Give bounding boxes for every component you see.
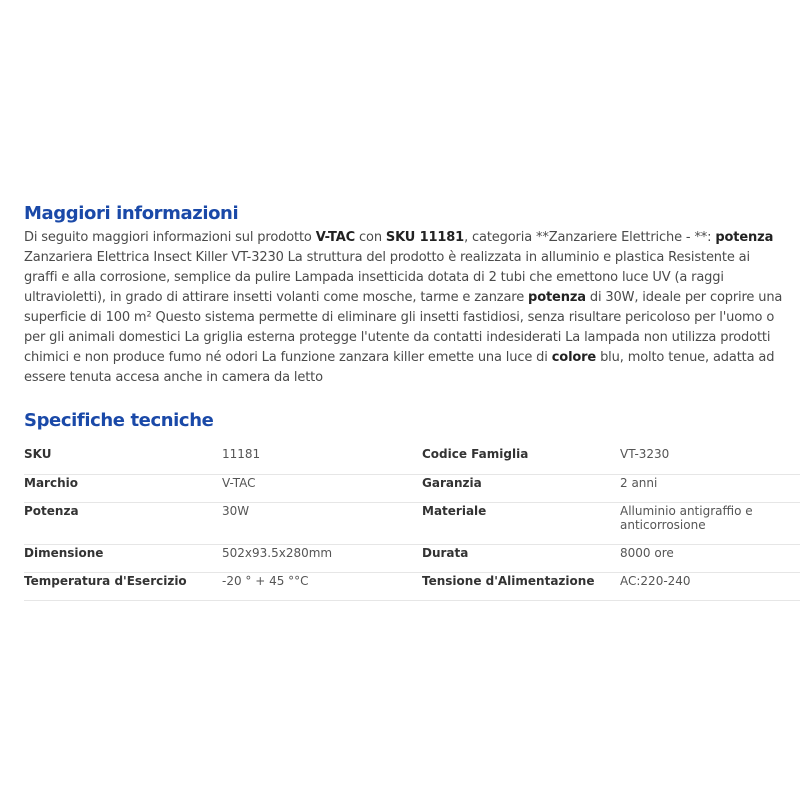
spec-label: Potenza: [24, 503, 222, 545]
spec-value: 11181: [222, 446, 422, 475]
spec-label: Materiale: [422, 503, 620, 545]
spec-value: 2 anni: [620, 475, 800, 503]
more-info-section: [24, 203, 784, 388]
description-text: Di seguito maggiori informazioni sul prodotto: [24, 230, 316, 245]
tech-specs-section: [24, 410, 800, 601]
specs-table: [24, 446, 800, 601]
description-text: con: [355, 230, 386, 245]
spec-label: Dimensione: [24, 545, 222, 573]
brand-highlight: V-TAC: [315, 230, 356, 245]
spec-label: SKU: [24, 446, 222, 475]
table-row: [24, 503, 800, 545]
spec-label: Marchio: [24, 475, 222, 503]
spec-label: Temperatura d'Esercizio: [24, 573, 222, 601]
description-text: di 30W, ideale per coprire una superficie di 100 m² Questo sistema permette di eliminare gli insetti fastidiosi, senza risultare pericoloso per l'uomo o per gli animali domestici La griglia esterna protegge l'utente da contatti indesiderati La lampada non utilizza prodotti chimici e non produce fumo né odori La funzione zanzara killer emette una luce di: [24, 290, 783, 365]
spec-value: Alluminio antigraffio e anticorrosione: [620, 503, 800, 545]
spec-value: V-TAC: [222, 475, 422, 503]
spec-label: Codice Famiglia: [422, 446, 620, 475]
keyword-highlight: colore: [551, 350, 597, 365]
spec-label: Durata: [422, 545, 620, 573]
spec-value: 502x93.5x280mm: [222, 545, 422, 573]
keyword-highlight: potenza: [715, 230, 774, 245]
spec-label: Tensione d'Alimentazione: [422, 573, 620, 601]
spec-value: -20 ° + 45 °°C: [222, 573, 422, 601]
keyword-highlight: potenza: [528, 290, 586, 305]
more-info-title: Maggiori informazioni: [24, 203, 239, 224]
spec-value: 8000 ore: [620, 545, 800, 573]
product-description: [24, 228, 784, 388]
tech-specs-title: Specifiche tecniche: [24, 410, 214, 431]
table-row: [24, 573, 800, 601]
sku-highlight: SKU 11181: [385, 230, 465, 245]
table-row: [24, 446, 800, 475]
spec-label: Garanzia: [422, 475, 620, 503]
spec-value: VT-3230: [620, 446, 800, 475]
spec-value: 30W: [222, 503, 422, 545]
description-text: blu, molto tenue, adatta ad essere tenuta accesa anche in camera da letto: [24, 350, 775, 385]
description-text: , categoria **Zanzariere Elettriche - **:: [464, 230, 716, 245]
description-text: Zanzariera Elettrica Insect Killer VT-3230 La struttura del prodotto è realizzata in alluminio e plastica Resistente ai graffi e alla corrosione, semplice da pulire Lampada insetticida dotata di 2 tubi che emettono luce UV (a raggi ultravioletti), in grado di attirare insetti volanti come mosche, tarme e zanzare: [24, 250, 750, 305]
table-row: [24, 545, 800, 573]
spec-value: AC:220-240: [620, 573, 800, 601]
table-row: [24, 475, 800, 503]
